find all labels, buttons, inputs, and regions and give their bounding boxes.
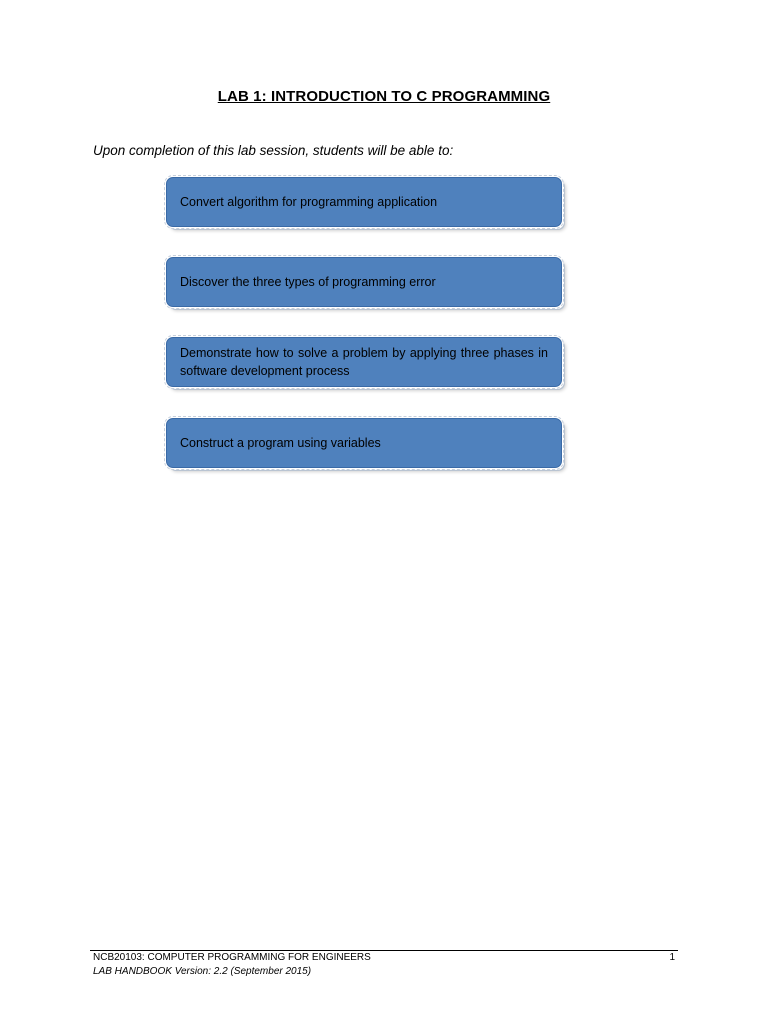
intro-text: Upon completion of this lab session, students will be able to: [93,143,454,158]
footer-course: NCB20103: COMPUTER PROGRAMMING FOR ENGINEERS [93,952,371,963]
objective-box-3 [166,337,562,387]
objective-text-2: Discover the three types of programming error [180,275,436,289]
page-number: 1 [669,952,675,963]
page-title: LAB 1: INTRODUCTION TO C PROGRAMMING [217,88,551,105]
objective-box-2 [166,257,562,307]
objective-text-1: Convert algorithm for programming application [180,195,438,209]
footer-handbook-version: LAB HANDBOOK Version: 2.2 (September 2015) [93,966,312,977]
footer-info [93,951,371,979]
objective-box-4 [166,418,562,468]
objective-box-1 [166,177,562,227]
objective-text-3: Demonstrate how to solve a problem by applying three phases in software development process [180,346,548,378]
objective-text-4: Construct a program using variables [180,436,381,450]
